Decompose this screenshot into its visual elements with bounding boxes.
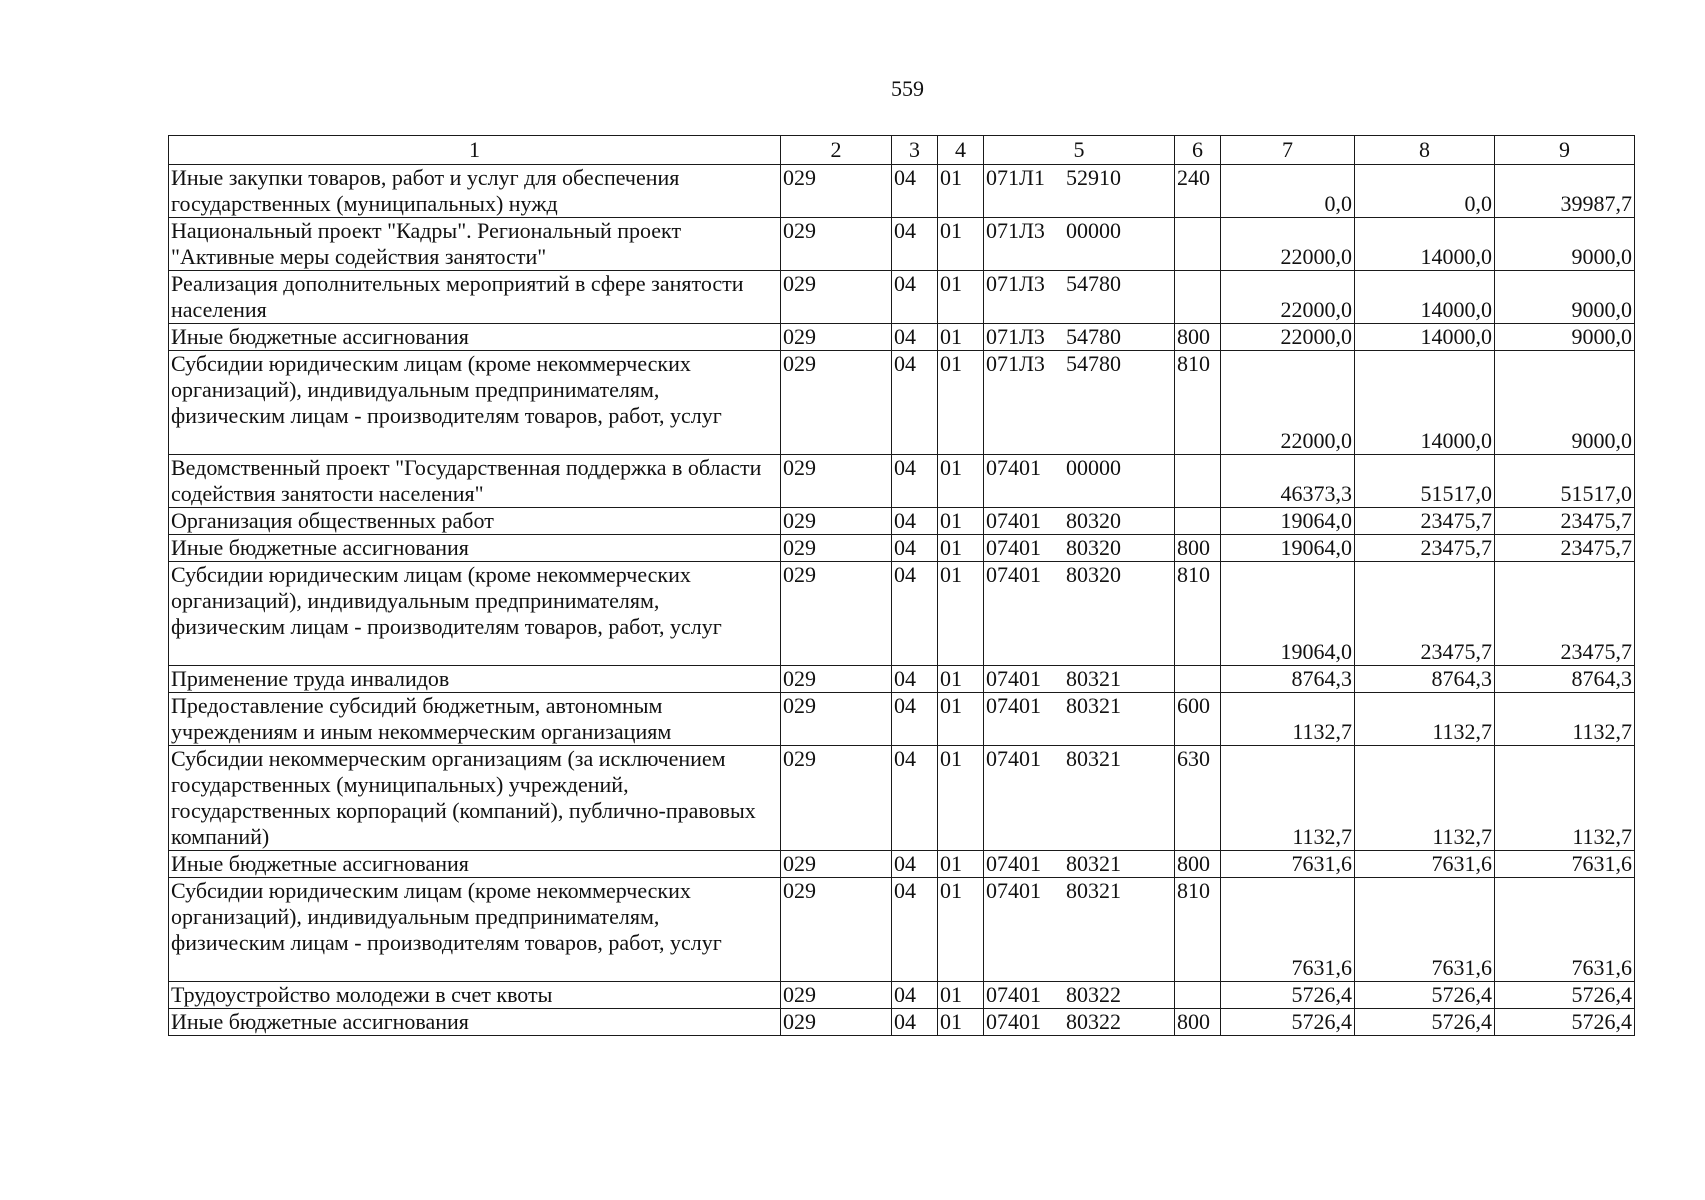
section-code: 04 [892, 982, 938, 1009]
table-row [169, 165, 1635, 218]
admin-code: 029 [781, 1009, 892, 1036]
expense-type-code: 800 [1175, 535, 1221, 562]
column-header: 9 [1495, 136, 1635, 165]
admin-code: 029 [781, 455, 892, 508]
amount-year-2: 14000,0 [1355, 218, 1495, 271]
target-article-program: 07401 [986, 666, 1041, 691]
column-header: 7 [1221, 136, 1355, 165]
target-article-code [984, 1009, 1175, 1036]
amount-year-1: 5726,4 [1221, 982, 1355, 1009]
target-article-code [984, 878, 1175, 982]
column-header: 6 [1175, 136, 1221, 165]
amount-year-3: 9000,0 [1495, 324, 1635, 351]
row-name: Субсидии юридическим лицам (кроме некоммерческих организаций), индивидуальным предпринимателям, физическим лицам - производителям товаров, работ, услуг [169, 878, 781, 982]
subsection-code: 01 [938, 351, 984, 455]
target-article-direction: 80322 [1066, 982, 1121, 1007]
amount-year-1: 22000,0 [1221, 324, 1355, 351]
section-code: 04 [892, 693, 938, 746]
amount-year-3: 9000,0 [1495, 271, 1635, 324]
row-name: Реализация дополнительных мероприятий в сфере занятости населения [169, 271, 781, 324]
section-code: 04 [892, 851, 938, 878]
target-article-code [984, 666, 1175, 693]
expense-type-code [1175, 271, 1221, 324]
table-row [169, 851, 1635, 878]
target-article-code [984, 535, 1175, 562]
subsection-code: 01 [938, 455, 984, 508]
amount-year-1: 22000,0 [1221, 218, 1355, 271]
amount-year-3: 39987,7 [1495, 165, 1635, 218]
amount-year-2: 14000,0 [1355, 271, 1495, 324]
expense-type-code: 240 [1175, 165, 1221, 218]
expense-type-code: 600 [1175, 693, 1221, 746]
target-article-program: 071Л3 [986, 271, 1045, 296]
section-code: 04 [892, 878, 938, 982]
amount-year-3: 23475,7 [1495, 508, 1635, 535]
subsection-code: 01 [938, 218, 984, 271]
target-article-direction: 54780 [1066, 324, 1121, 349]
amount-year-2: 0,0 [1355, 165, 1495, 218]
table-row [169, 508, 1635, 535]
amount-year-1: 19064,0 [1221, 535, 1355, 562]
subsection-code: 01 [938, 851, 984, 878]
amount-year-3: 51517,0 [1495, 455, 1635, 508]
row-name: Трудоустройство молодежи в счет квоты [169, 982, 781, 1009]
amount-year-3: 5726,4 [1495, 982, 1635, 1009]
admin-code: 029 [781, 351, 892, 455]
section-code: 04 [892, 271, 938, 324]
table-header-row [169, 136, 1635, 165]
expense-type-code [1175, 666, 1221, 693]
table-row [169, 535, 1635, 562]
row-name: Национальный проект "Кадры". Региональный проект "Активные меры содействия занятости" [169, 218, 781, 271]
target-article-program: 07401 [986, 562, 1041, 587]
column-header: 2 [781, 136, 892, 165]
target-article-direction: 80322 [1066, 1009, 1121, 1034]
target-article-program: 07401 [986, 878, 1041, 903]
expense-type-code [1175, 982, 1221, 1009]
target-article-code [984, 851, 1175, 878]
table-row [169, 455, 1635, 508]
target-article-program: 07401 [986, 693, 1041, 718]
amount-year-2: 23475,7 [1355, 562, 1495, 666]
amount-year-2: 8764,3 [1355, 666, 1495, 693]
amount-year-3: 9000,0 [1495, 351, 1635, 455]
target-article-program: 071Л3 [986, 324, 1045, 349]
admin-code: 029 [781, 693, 892, 746]
section-code: 04 [892, 746, 938, 851]
section-code: 04 [892, 562, 938, 666]
expense-type-code: 800 [1175, 324, 1221, 351]
section-code: 04 [892, 455, 938, 508]
expense-type-code: 810 [1175, 351, 1221, 455]
expense-type-code [1175, 455, 1221, 508]
admin-code: 029 [781, 271, 892, 324]
target-article-program: 07401 [986, 535, 1041, 560]
amount-year-3: 23475,7 [1495, 535, 1635, 562]
amount-year-3: 9000,0 [1495, 218, 1635, 271]
table-row [169, 982, 1635, 1009]
target-article-program: 071Л3 [986, 351, 1045, 376]
subsection-code: 01 [938, 1009, 984, 1036]
target-article-code [984, 455, 1175, 508]
target-article-program: 07401 [986, 746, 1041, 771]
target-article-code [984, 165, 1175, 218]
admin-code: 029 [781, 165, 892, 218]
column-header: 5 [984, 136, 1175, 165]
expense-type-code [1175, 218, 1221, 271]
section-code: 04 [892, 535, 938, 562]
target-article-code [984, 271, 1175, 324]
amount-year-1: 5726,4 [1221, 1009, 1355, 1036]
subsection-code: 01 [938, 271, 984, 324]
table-row [169, 351, 1635, 455]
subsection-code: 01 [938, 878, 984, 982]
target-article-code [984, 218, 1175, 271]
budget-table [168, 135, 1635, 1036]
subsection-code: 01 [938, 562, 984, 666]
amount-year-3: 7631,6 [1495, 851, 1635, 878]
amount-year-1: 0,0 [1221, 165, 1355, 218]
table-body [169, 165, 1635, 1036]
subsection-code: 01 [938, 982, 984, 1009]
amount-year-1: 1132,7 [1221, 693, 1355, 746]
target-article-code [984, 351, 1175, 455]
admin-code: 029 [781, 982, 892, 1009]
amount-year-1: 46373,3 [1221, 455, 1355, 508]
subsection-code: 01 [938, 324, 984, 351]
target-article-direction: 80321 [1066, 666, 1121, 691]
page-number: 559 [891, 76, 924, 101]
target-article-direction: 80321 [1066, 878, 1121, 903]
table-row [169, 562, 1635, 666]
target-article-direction: 80320 [1066, 508, 1121, 533]
admin-code: 029 [781, 535, 892, 562]
row-name: Иные бюджетные ассигнования [169, 324, 781, 351]
amount-year-2: 7631,6 [1355, 851, 1495, 878]
table-row [169, 666, 1635, 693]
amount-year-3: 5726,4 [1495, 1009, 1635, 1036]
amount-year-2: 1132,7 [1355, 746, 1495, 851]
amount-year-2: 5726,4 [1355, 1009, 1495, 1036]
target-article-program: 07401 [986, 982, 1041, 1007]
row-name: Иные закупки товаров, работ и услуг для обеспечения государственных (муниципальных) нужд [169, 165, 781, 218]
target-article-program: 07401 [986, 851, 1041, 876]
table-row [169, 324, 1635, 351]
amount-year-3: 7631,6 [1495, 878, 1635, 982]
row-name: Иные бюджетные ассигнования [169, 535, 781, 562]
target-article-program: 07401 [986, 1009, 1041, 1034]
row-name: Ведомственный проект "Государственная поддержка в области содействия занятости населения" [169, 455, 781, 508]
subsection-code: 01 [938, 535, 984, 562]
amount-year-1: 7631,6 [1221, 878, 1355, 982]
subsection-code: 01 [938, 746, 984, 851]
row-name: Субсидии некоммерческим организациям (за исключением государственных (муниципальных) учреждений, государственных корпораций (компаний), публично-правовых компаний) [169, 746, 781, 851]
subsection-code: 01 [938, 693, 984, 746]
amount-year-1: 19064,0 [1221, 508, 1355, 535]
expense-type-code: 630 [1175, 746, 1221, 851]
table-row [169, 1009, 1635, 1036]
amount-year-3: 1132,7 [1495, 693, 1635, 746]
subsection-code: 01 [938, 666, 984, 693]
target-article-direction: 00000 [1066, 455, 1121, 480]
table-row [169, 218, 1635, 271]
admin-code: 029 [781, 851, 892, 878]
amount-year-1: 22000,0 [1221, 351, 1355, 455]
section-code: 04 [892, 165, 938, 218]
target-article-code [984, 982, 1175, 1009]
target-article-direction: 80321 [1066, 851, 1121, 876]
section-code: 04 [892, 324, 938, 351]
amount-year-2: 1132,7 [1355, 693, 1495, 746]
target-article-direction: 54780 [1066, 271, 1121, 296]
target-article-direction: 54780 [1066, 351, 1121, 376]
target-article-program: 071Л1 [986, 165, 1045, 190]
subsection-code: 01 [938, 165, 984, 218]
amount-year-2: 51517,0 [1355, 455, 1495, 508]
target-article-code [984, 324, 1175, 351]
expense-type-code: 810 [1175, 562, 1221, 666]
target-article-direction: 52910 [1066, 165, 1121, 190]
admin-code: 029 [781, 562, 892, 666]
target-article-direction: 00000 [1066, 218, 1121, 243]
table-row [169, 271, 1635, 324]
target-article-code [984, 693, 1175, 746]
column-header: 3 [892, 136, 938, 165]
amount-year-1: 19064,0 [1221, 562, 1355, 666]
section-code: 04 [892, 666, 938, 693]
section-code: 04 [892, 1009, 938, 1036]
target-article-program: 07401 [986, 508, 1041, 533]
amount-year-1: 8764,3 [1221, 666, 1355, 693]
subsection-code: 01 [938, 508, 984, 535]
admin-code: 029 [781, 324, 892, 351]
section-code: 04 [892, 351, 938, 455]
admin-code: 029 [781, 666, 892, 693]
row-name: Иные бюджетные ассигнования [169, 1009, 781, 1036]
amount-year-2: 5726,4 [1355, 982, 1495, 1009]
row-name: Иные бюджетные ассигнования [169, 851, 781, 878]
target-article-direction: 80321 [1066, 746, 1121, 771]
amount-year-1: 22000,0 [1221, 271, 1355, 324]
target-article-program: 07401 [986, 455, 1041, 480]
expense-type-code: 810 [1175, 878, 1221, 982]
table-row [169, 746, 1635, 851]
target-article-code [984, 508, 1175, 535]
amount-year-3: 23475,7 [1495, 562, 1635, 666]
section-code: 04 [892, 218, 938, 271]
row-name: Применение труда инвалидов [169, 666, 781, 693]
column-header: 4 [938, 136, 984, 165]
amount-year-3: 1132,7 [1495, 746, 1635, 851]
admin-code: 029 [781, 878, 892, 982]
amount-year-2: 7631,6 [1355, 878, 1495, 982]
admin-code: 029 [781, 218, 892, 271]
expense-type-code [1175, 508, 1221, 535]
row-name: Организация общественных работ [169, 508, 781, 535]
target-article-program: 071Л3 [986, 218, 1045, 243]
target-article-code [984, 562, 1175, 666]
column-header: 8 [1355, 136, 1495, 165]
amount-year-2: 23475,7 [1355, 508, 1495, 535]
amount-year-2: 23475,7 [1355, 535, 1495, 562]
amount-year-2: 14000,0 [1355, 324, 1495, 351]
row-name: Субсидии юридическим лицам (кроме некоммерческих организаций), индивидуальным предпринимателям, физическим лицам - производителям товаров, работ, услуг [169, 351, 781, 455]
amount-year-1: 7631,6 [1221, 851, 1355, 878]
section-code: 04 [892, 508, 938, 535]
target-article-direction: 80320 [1066, 535, 1121, 560]
target-article-direction: 80321 [1066, 693, 1121, 718]
row-name: Субсидии юридическим лицам (кроме некоммерческих организаций), индивидуальным предпринимателям, физическим лицам - производителям товаров, работ, услуг [169, 562, 781, 666]
expense-type-code: 800 [1175, 851, 1221, 878]
amount-year-1: 1132,7 [1221, 746, 1355, 851]
amount-year-3: 8764,3 [1495, 666, 1635, 693]
target-article-code [984, 746, 1175, 851]
admin-code: 029 [781, 508, 892, 535]
row-name: Предоставление субсидий бюджетным, автономным учреждениям и иным некоммерческим организациям [169, 693, 781, 746]
target-article-direction: 80320 [1066, 562, 1121, 587]
amount-year-2: 14000,0 [1355, 351, 1495, 455]
expense-type-code: 800 [1175, 1009, 1221, 1036]
column-header: 1 [169, 136, 781, 165]
table-row [169, 878, 1635, 982]
admin-code: 029 [781, 746, 892, 851]
table-row [169, 693, 1635, 746]
